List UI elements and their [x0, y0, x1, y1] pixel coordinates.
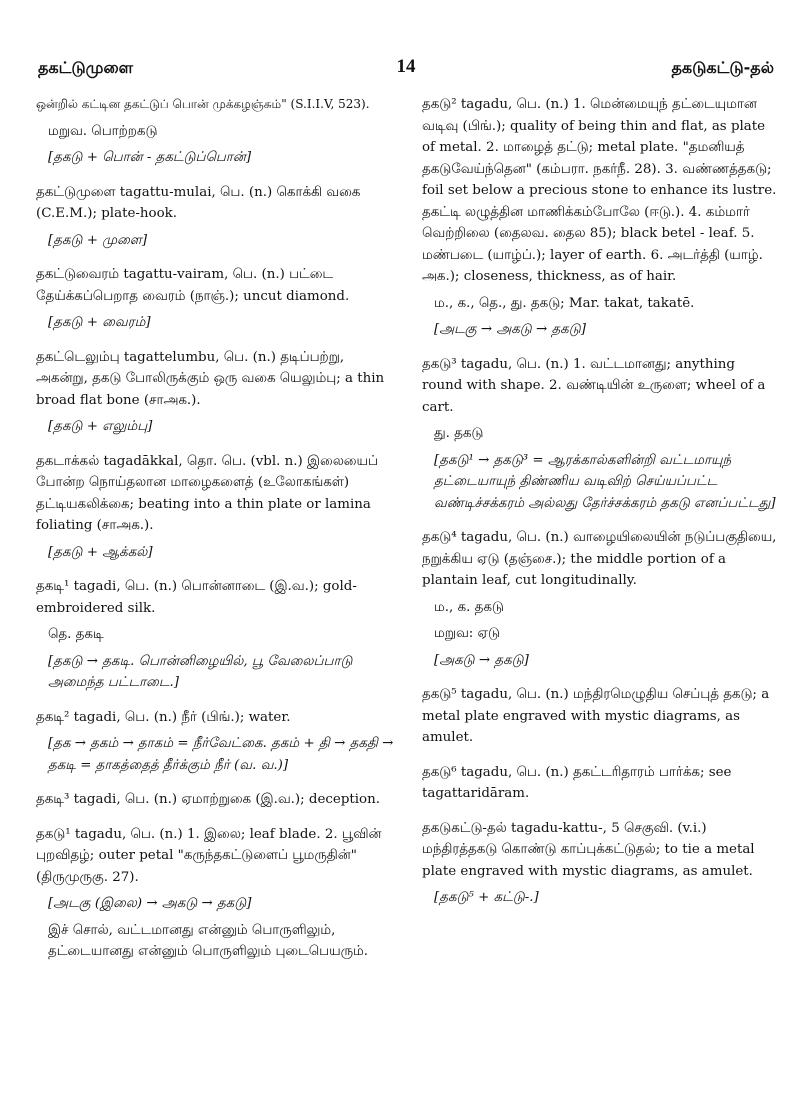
dictionary-entry — [422, 354, 778, 515]
dictionary-entry — [36, 451, 400, 564]
entry-note: மறுவ: ஏடு — [434, 626, 500, 641]
dictionary-entry — [36, 347, 400, 438]
entry-note: [தகடு⁵ + கட்டு-.] — [434, 890, 539, 905]
entry-definition: தகடி³ tagadi, பெ. (n.) ஏமாற்றுகை (இ.வ.); deception. — [36, 792, 381, 807]
entry-definition: தகட்டெலும்பு tagattelumbu, பெ. (n.) தடிப்பற்று, அகன்று, தகடு போலிருக்கும் ஒரு வகை யெலும்பு; a thin broad flat bone (சாஅக.). — [36, 349, 385, 408]
entry-note: ம., க. தகடு — [434, 599, 504, 615]
entry-definition: தகடு² tagadu, பெ. (n.) 1. மென்மையுந் தட்டையுமான வடிவு (பிங்.); quality of being thin and flat, as plate of metal. 2. மாழைத் தட்டு; metal plate. "தமனியத் தகடுவேய்ந்தென" (கம்பரா. நகர்நீ. 28). 3. வண்ணத்தகடு; foil set below a precious stone to enhance its lustre. தகட்டி லழுத்தின மாணிக்கம்போலே (ஈடு.). 4. கம்மார் வெற்றிலை (தைலவ. தைல 85); black betel - leaf. 5. மண்படை (யாழ்ப்.); layer of earth. 6. அடர்த்தி (யாழ். அக.); closeness, thickness, as of hair. — [422, 97, 777, 284]
entry-definition: தகடு⁵ tagadu, பெ. (n.) மந்திரமெழுதிய செப்புத் தகடு; a metal plate engraved with mystic diagrams, as amulet. — [422, 687, 770, 745]
entry-note: [தகடு → தகடி. பொன்னிழையில், பூ வேலைப்பாடு அமைந்த பட்டாடை.] — [48, 653, 353, 690]
left-column — [36, 94, 400, 976]
entry-note: ம., க., தெ., து. தகடு; Mar. takat, takatē. — [434, 295, 695, 311]
entry-definition: தகடு⁴ tagadu, பெ. (n.) வாழையிலையின் நடுப்பகுதியை, நறுக்கிய ஏடு (தஞ்சை.); the middle portion of a plantain leaf, cut longitudinally. — [422, 530, 777, 588]
dictionary-entry — [422, 818, 778, 909]
entry-note: [அகடு → தகடு] — [434, 652, 529, 668]
dictionary-entry — [36, 94, 400, 169]
dictionary-entry — [36, 182, 400, 252]
entry-definition: தகட்டுவைரம் tagattu-vairam, பெ. (n.) பட்டை தேய்க்கப்பெறாத வைரம் (நாஞ்.); uncut diamond. — [36, 267, 350, 304]
entry-note: [அடகு → அகடு → தகடு] — [434, 322, 586, 337]
entry-note: து. தகடு — [434, 426, 484, 441]
dictionary-entry — [36, 707, 400, 777]
entry-note: [தகடு + எலும்பு] — [48, 419, 153, 434]
entry-definition: தகடு¹ tagadu, பெ. (n.) 1. இலை; leaf blade. 2. பூவின் புறவிதழ்; outer petal "கருந்தகட்டுளைப் பூமருதின்" (திருமுருகு. 27). — [36, 826, 382, 885]
entry-definition: தகடு⁶ tagadu, பெ. (n.) தகட்டரிதாரம் பார்க்க; see tagattaridāram. — [422, 764, 732, 801]
entry-definition: தகட்டுமுளை tagattu-mulai, பெ. (n.) கொக்கி வகை (C.E.M.); plate-hook. — [36, 184, 361, 221]
entry-definition: தகடுகட்டு-தல் tagadu-kattu-, 5 செகுவி. (v.i.) மந்திரத்தகடு கொண்டு காப்புக்கட்டுதல்; to tie a metal plate engraved with mystic diagrams, as amulet. — [422, 820, 755, 879]
page-header — [38, 58, 774, 84]
dictionary-entry — [422, 94, 778, 341]
entry-note: [தகடு¹ → தகடு³ = ஆரக்கால்களின்றி வட்டமாயுந் தட்டையாயுந் திண்ணிய வடிவிற் செய்யப்பட்ட வண்டிச்சக்கரம் அல்லது தேர்ச்சக்கரம் தகடு எனப்பட்டது] — [434, 452, 776, 511]
dictionary-entry — [422, 684, 778, 749]
dictionary-entry — [36, 789, 400, 811]
entry-note: [தக → தகம் → தாகம் = நீர்வேட்கை. தகம் + தி → தகதி → தகடி = தாகத்தைத் தீர்க்கும் நீர் (வ. வ.)] — [48, 736, 394, 773]
entry-note: [தகடு + ஆக்கல்] — [48, 544, 153, 560]
entry-definition: ஒன்றில் கட்டின தகட்டுப் பொன் முக்கழஞ்சும்" (S.I.I.V, 523). — [36, 97, 370, 111]
dictionary-entry — [422, 762, 778, 805]
dictionary-entry — [36, 576, 400, 694]
right-guide-word: தகடுகட்டு-தல் — [671, 58, 774, 77]
entry-note: [அடகு (இலை) → அகடு → தகடு] — [48, 896, 252, 911]
left-guide-word: தகட்டுமுளை — [38, 58, 134, 77]
entry-note: [தகடு + வைரம்] — [48, 315, 151, 330]
dictionary-entry — [422, 527, 778, 671]
entry-note: [தகடு + முளை] — [48, 232, 148, 248]
page-number: 14 — [396, 56, 416, 77]
dictionary-entry — [36, 264, 400, 334]
entry-definition: தகடி¹ tagadi, பெ. (n.) பொன்னாடை (இ.வ.); gold-embroidered silk. — [36, 579, 357, 616]
entry-note: மறுவ. பொற்றகடு — [48, 123, 158, 139]
entry-definition: தகடாக்கல் tagadākkal, தொ. பெ. (vbl. n.) இலையைப் போன்ற நொய்தலான மாழைகளைத் (உலோகங்கள்) தட்டியகலிக்கை; beating into a thin plate or lamina foliating (சாஅக.). — [36, 453, 378, 533]
entry-definition: தகடு³ tagadu, பெ. (n.) 1. வட்டமானது; anything round with shape. 2. வண்டியின் உருளை; wheel of a cart. — [422, 356, 766, 415]
entry-definition: தகடி² tagadi, பெ. (n.) நீர் (பிங்.); water. — [36, 709, 291, 725]
entry-note: இச் சொல், வட்டமானது என்னும் பொருளிலும், தட்டையானது என்னும் பொருளிலும் புடைபெயரும். — [48, 922, 369, 959]
dictionary-entry — [36, 824, 400, 963]
right-column — [422, 94, 778, 922]
entry-note: [தகடு + பொன் - தகட்டுப்பொன்] — [48, 150, 252, 165]
entry-note: தெ. தகடி — [48, 627, 104, 642]
